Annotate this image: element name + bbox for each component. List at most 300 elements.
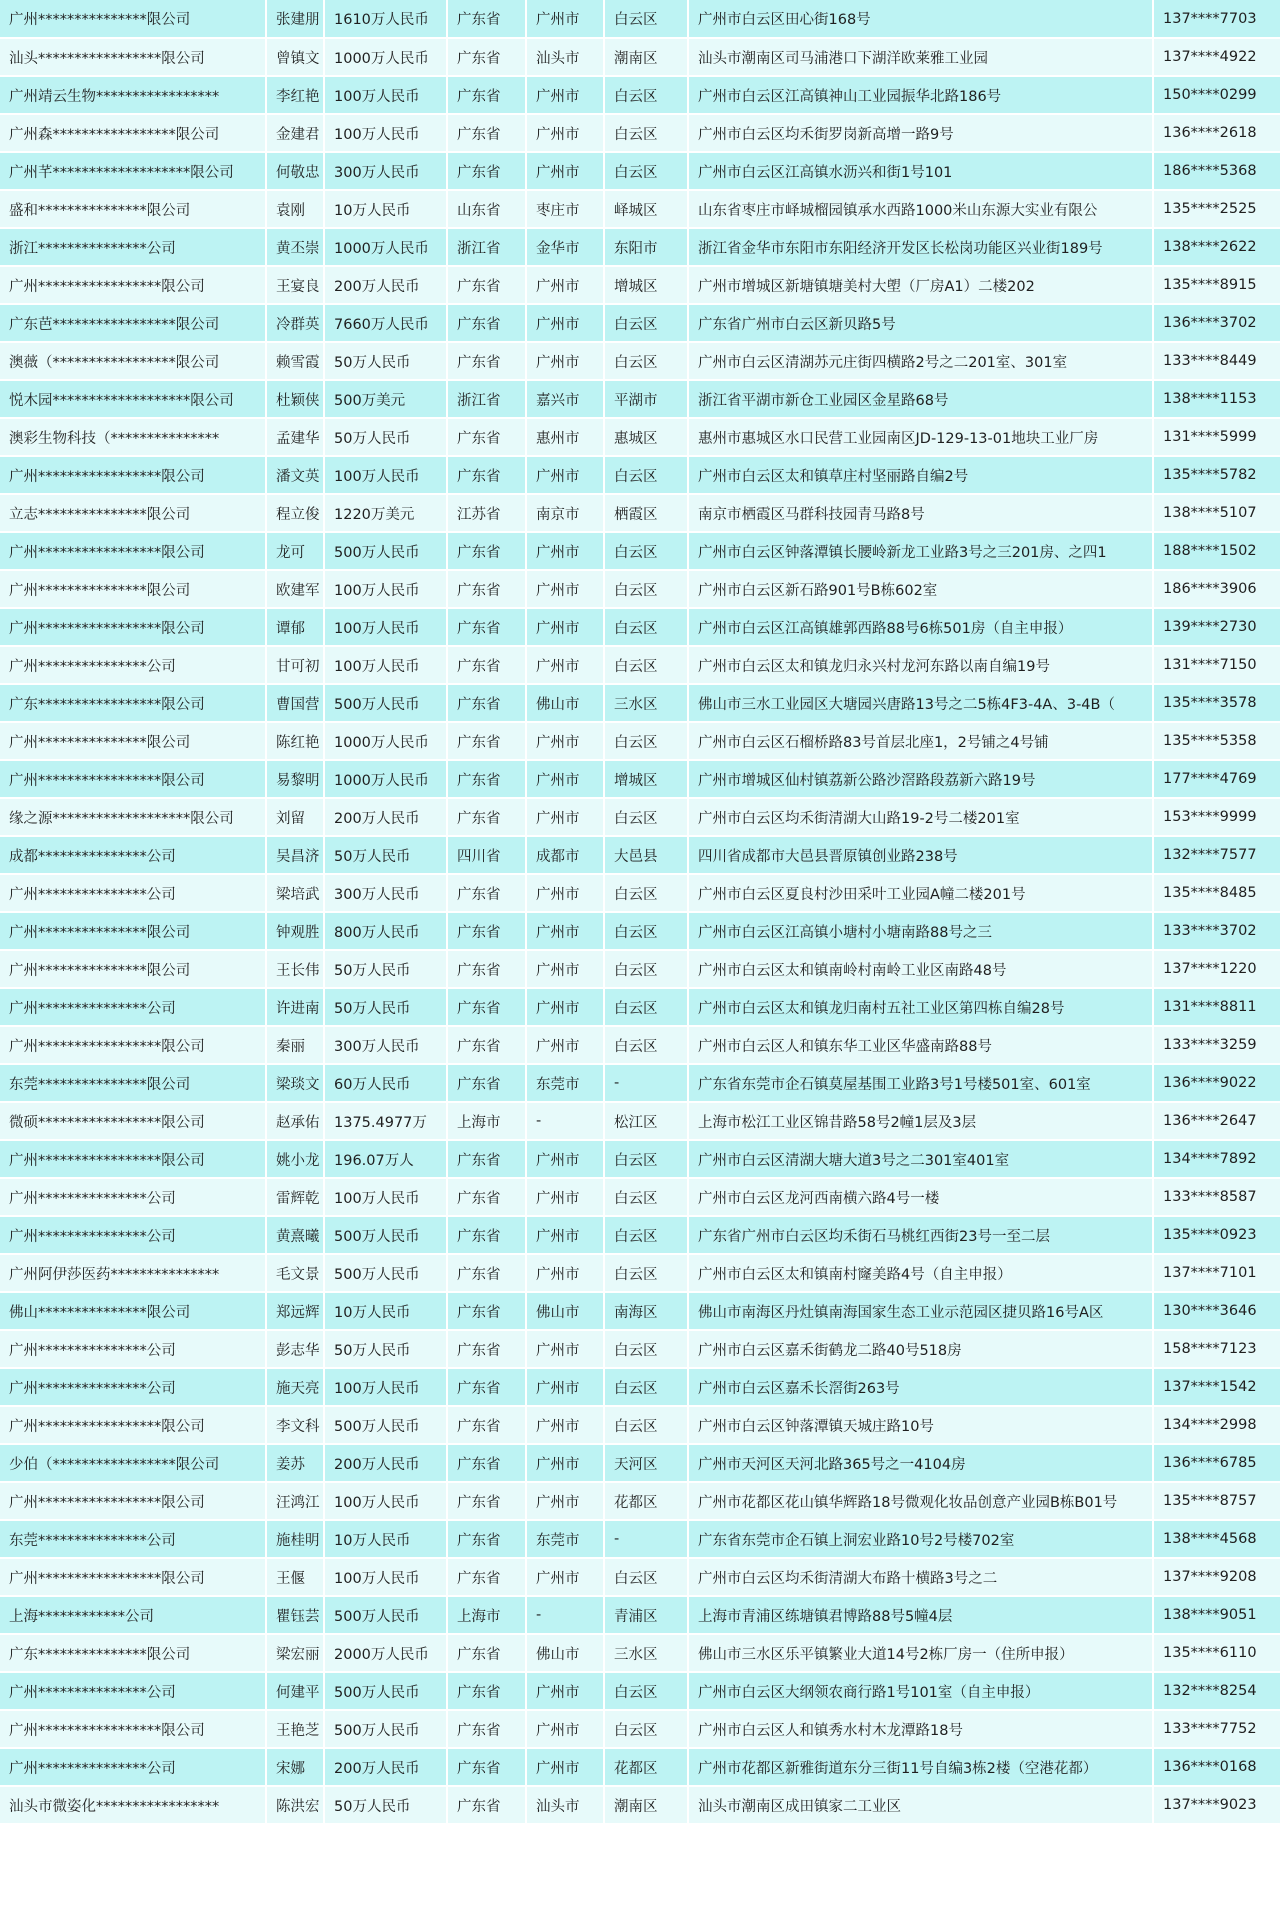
phone-cell: 135****8757	[1153, 1482, 1280, 1520]
city-cell: 广州市	[526, 1026, 604, 1064]
company-name-cell: 汕头*****************限公司	[0, 38, 266, 76]
registered-capital-cell: 500万人民币	[324, 1254, 447, 1292]
registered-capital-cell: 50万人民币	[324, 836, 447, 874]
registered-capital-cell: 10万人民币	[324, 1292, 447, 1330]
legal-rep-cell: 易黎明	[266, 760, 324, 798]
registered-capital-cell: 100万人民币	[324, 456, 447, 494]
phone-cell: 139****2730	[1153, 608, 1280, 646]
registered-capital-cell: 200万人民币	[324, 1444, 447, 1482]
city-cell: 广州市	[526, 76, 604, 114]
company-name-cell: 广州***************公司	[0, 1330, 266, 1368]
table-row	[0, 494, 1280, 532]
company-name-cell: 缘之源*******************限公司	[0, 798, 266, 836]
phone-cell: 135****2525	[1153, 190, 1280, 228]
address-cell: 广州市白云区钟落潭镇天城庄路10号	[688, 1406, 1153, 1444]
legal-rep-cell: 陈红艳	[266, 722, 324, 760]
address-cell: 广州市白云区均禾街罗岗新高增一路9号	[688, 114, 1153, 152]
registered-capital-cell: 7660万人民币	[324, 304, 447, 342]
address-cell: 汕头市潮南区司马浦港口下湖洋欧莱雅工业园	[688, 38, 1153, 76]
province-cell: 广东省	[447, 1368, 526, 1406]
district-cell: 潮南区	[604, 38, 688, 76]
city-cell: 广州市	[526, 1710, 604, 1748]
table-row	[0, 646, 1280, 684]
registered-capital-cell: 1000万人民币	[324, 38, 447, 76]
table-row	[0, 1786, 1280, 1824]
phone-cell: 136****3702	[1153, 304, 1280, 342]
company-name-cell: 广州*****************限公司	[0, 266, 266, 304]
phone-cell: 137****4922	[1153, 38, 1280, 76]
company-name-cell: 盛和***************限公司	[0, 190, 266, 228]
province-cell: 山东省	[447, 190, 526, 228]
company-name-cell: 广州***************公司	[0, 1672, 266, 1710]
registered-capital-cell: 1000万人民币	[324, 722, 447, 760]
registered-capital-cell: 60万人民币	[324, 1064, 447, 1102]
legal-rep-cell: 王偃	[266, 1558, 324, 1596]
legal-rep-cell: 曹国营	[266, 684, 324, 722]
table-row	[0, 912, 1280, 950]
legal-rep-cell: 欧建军	[266, 570, 324, 608]
city-cell: 广州市	[526, 912, 604, 950]
legal-rep-cell: 金建君	[266, 114, 324, 152]
city-cell: 佛山市	[526, 1634, 604, 1672]
province-cell: 广东省	[447, 38, 526, 76]
legal-rep-cell: 梁琰文	[266, 1064, 324, 1102]
company-name-cell: 广州*****************限公司	[0, 1710, 266, 1748]
legal-rep-cell: 孟建华	[266, 418, 324, 456]
table-row	[0, 1216, 1280, 1254]
table-row	[0, 418, 1280, 456]
phone-cell: 186****3906	[1153, 570, 1280, 608]
address-cell: 惠州市惠城区水口民营工业园南区JD-129-13-01地块工业厂房	[688, 418, 1153, 456]
province-cell: 广东省	[447, 1558, 526, 1596]
city-cell: 广州市	[526, 874, 604, 912]
phone-cell: 137****1542	[1153, 1368, 1280, 1406]
table-row	[0, 76, 1280, 114]
province-cell: 广东省	[447, 988, 526, 1026]
registered-capital-cell: 50万人民币	[324, 1330, 447, 1368]
legal-rep-cell: 杜颖侠	[266, 380, 324, 418]
address-cell: 浙江省平湖市新仓工业园区金星路68号	[688, 380, 1153, 418]
address-cell: 佛山市三水区乐平镇繁业大道14号2栋厂房一（住所申报）	[688, 1634, 1153, 1672]
address-cell: 广州市白云区夏良村沙田采叶工业园A幢二楼201号	[688, 874, 1153, 912]
phone-cell: 138****2622	[1153, 228, 1280, 266]
district-cell: 白云区	[604, 1178, 688, 1216]
phone-cell: 177****4769	[1153, 760, 1280, 798]
table-row	[0, 380, 1280, 418]
district-cell: 青浦区	[604, 1596, 688, 1634]
province-cell: 广东省	[447, 76, 526, 114]
province-cell: 广东省	[447, 798, 526, 836]
table-row	[0, 722, 1280, 760]
table-row	[0, 1520, 1280, 1558]
district-cell: 松江区	[604, 1102, 688, 1140]
legal-rep-cell: 宋娜	[266, 1748, 324, 1786]
district-cell: 白云区	[604, 988, 688, 1026]
company-name-cell: 广州***************公司	[0, 1216, 266, 1254]
province-cell: 广东省	[447, 1634, 526, 1672]
registered-capital-cell: 500万人民币	[324, 1596, 447, 1634]
district-cell: 白云区	[604, 304, 688, 342]
city-cell: 广州市	[526, 114, 604, 152]
province-cell: 广东省	[447, 1216, 526, 1254]
company-name-cell: 广州靖云生物*****************	[0, 76, 266, 114]
company-name-cell: 广州***************公司	[0, 1178, 266, 1216]
legal-rep-cell: 曾镇文	[266, 38, 324, 76]
company-name-cell: 广州阿伊莎医药***************	[0, 1254, 266, 1292]
city-cell: 广州市	[526, 1368, 604, 1406]
company-name-cell: 广州*****************限公司	[0, 1026, 266, 1064]
district-cell: 白云区	[604, 1672, 688, 1710]
phone-cell: 138****5107	[1153, 494, 1280, 532]
registered-capital-cell: 1375.4977万	[324, 1102, 447, 1140]
district-cell: 三水区	[604, 684, 688, 722]
table-row	[0, 1330, 1280, 1368]
company-name-cell: 汕头市微姿化*****************	[0, 1786, 266, 1824]
district-cell: 南海区	[604, 1292, 688, 1330]
table-row	[0, 228, 1280, 266]
address-cell: 广东省东莞市企石镇莫屋基围工业路3号1号楼501室、601室	[688, 1064, 1153, 1102]
company-name-cell: 广州***************公司	[0, 1368, 266, 1406]
legal-rep-cell: 赖雪霞	[266, 342, 324, 380]
province-cell: 广东省	[447, 1178, 526, 1216]
address-cell: 广州市白云区江高镇水沥兴和街1号101	[688, 152, 1153, 190]
province-cell: 广东省	[447, 1444, 526, 1482]
address-cell: 广州市白云区太和镇草庄村坚丽路自编2号	[688, 456, 1153, 494]
registered-capital-cell: 50万人民币	[324, 342, 447, 380]
registered-capital-cell: 100万人民币	[324, 646, 447, 684]
address-cell: 广州市白云区江高镇神山工业园振华北路186号	[688, 76, 1153, 114]
district-cell: 白云区	[604, 1216, 688, 1254]
province-cell: 广东省	[447, 1064, 526, 1102]
city-cell: 汕头市	[526, 38, 604, 76]
legal-rep-cell: 何敬忠	[266, 152, 324, 190]
address-cell: 广东省广州市白云区新贝路5号	[688, 304, 1153, 342]
address-cell: 广州市白云区石榴桥路83号首层北座1，2号铺之4号铺	[688, 722, 1153, 760]
address-cell: 佛山市三水工业园区大塘园兴唐路13号之二5栋4F3-4A、3-4B（	[688, 684, 1153, 722]
phone-cell: 137****9023	[1153, 1786, 1280, 1824]
phone-cell: 138****9051	[1153, 1596, 1280, 1634]
table-row	[0, 1026, 1280, 1064]
registered-capital-cell: 800万人民币	[324, 912, 447, 950]
company-name-cell: 广州*****************限公司	[0, 532, 266, 570]
company-name-cell: 广州***************限公司	[0, 0, 266, 38]
district-cell: 白云区	[604, 1140, 688, 1178]
registered-capital-cell: 300万人民币	[324, 874, 447, 912]
company-name-cell: 广州***************限公司	[0, 950, 266, 988]
table-row	[0, 1140, 1280, 1178]
address-cell: 上海市松江工业区锦昔路58号2幢1层及3层	[688, 1102, 1153, 1140]
phone-cell: 136****2647	[1153, 1102, 1280, 1140]
city-cell: 广州市	[526, 1406, 604, 1444]
phone-cell: 135****6110	[1153, 1634, 1280, 1672]
city-cell: 广州市	[526, 1330, 604, 1368]
province-cell: 广东省	[447, 684, 526, 722]
phone-cell: 136****0168	[1153, 1748, 1280, 1786]
company-name-cell: 上海************公司	[0, 1596, 266, 1634]
address-cell: 广州市增城区新塘镇塘美村大塱（厂房A1）二楼202	[688, 266, 1153, 304]
city-cell: 成都市	[526, 836, 604, 874]
legal-rep-cell: 何建平	[266, 1672, 324, 1710]
legal-rep-cell: 施桂明	[266, 1520, 324, 1558]
company-name-cell: 广州*****************限公司	[0, 1558, 266, 1596]
registered-capital-cell: 196.07万人	[324, 1140, 447, 1178]
table-row	[0, 1482, 1280, 1520]
company-name-cell: 东莞***************公司	[0, 1520, 266, 1558]
registered-capital-cell: 500万人民币	[324, 1672, 447, 1710]
district-cell: -	[604, 1064, 688, 1102]
registered-capital-cell: 2000万人民币	[324, 1634, 447, 1672]
registered-capital-cell: 10万人民币	[324, 190, 447, 228]
district-cell: 增城区	[604, 266, 688, 304]
district-cell: 白云区	[604, 114, 688, 152]
table-row	[0, 532, 1280, 570]
city-cell: 广州市	[526, 950, 604, 988]
legal-rep-cell: 甘可初	[266, 646, 324, 684]
province-cell: 广东省	[447, 1786, 526, 1824]
province-cell: 广东省	[447, 266, 526, 304]
company-name-cell: 广州***************限公司	[0, 570, 266, 608]
company-name-cell: 广州*****************限公司	[0, 456, 266, 494]
phone-cell: 131****5999	[1153, 418, 1280, 456]
phone-cell: 130****3646	[1153, 1292, 1280, 1330]
province-cell: 广东省	[447, 722, 526, 760]
address-cell: 浙江省金华市东阳市东阳经济开发区长松岗功能区兴业街189号	[688, 228, 1153, 266]
district-cell: 白云区	[604, 152, 688, 190]
table-row	[0, 304, 1280, 342]
company-name-cell: 浙江***************公司	[0, 228, 266, 266]
legal-rep-cell: 梁培武	[266, 874, 324, 912]
province-cell: 广东省	[447, 1026, 526, 1064]
address-cell: 南京市栖霞区马群科技园青马路8号	[688, 494, 1153, 532]
district-cell: 白云区	[604, 0, 688, 38]
city-cell: 汕头市	[526, 1786, 604, 1824]
address-cell: 广州市白云区人和镇东华工业区华盛南路88号	[688, 1026, 1153, 1064]
province-cell: 广东省	[447, 950, 526, 988]
address-cell: 广东省广州市白云区均禾街石马桃红西街23号一至二层	[688, 1216, 1153, 1254]
address-cell: 广州市白云区太和镇龙归永兴村龙河东路以南自编19号	[688, 646, 1153, 684]
district-cell: 平湖市	[604, 380, 688, 418]
address-cell: 广州市白云区太和镇南村窿美路4号（自主申报）	[688, 1254, 1153, 1292]
phone-cell: 133****8587	[1153, 1178, 1280, 1216]
city-cell: 广州市	[526, 722, 604, 760]
table-row	[0, 570, 1280, 608]
district-cell: 峄城区	[604, 190, 688, 228]
table-row	[0, 760, 1280, 798]
table-row	[0, 1558, 1280, 1596]
registered-capital-cell: 300万人民币	[324, 152, 447, 190]
registered-capital-cell: 50万人民币	[324, 1786, 447, 1824]
phone-cell: 137****9208	[1153, 1558, 1280, 1596]
address-cell: 广州市白云区太和镇龙归南村五社工业区第四栋自编28号	[688, 988, 1153, 1026]
district-cell: 花都区	[604, 1748, 688, 1786]
city-cell: 广州市	[526, 152, 604, 190]
province-cell: 广东省	[447, 1330, 526, 1368]
table-row	[0, 38, 1280, 76]
registered-capital-cell: 100万人民币	[324, 570, 447, 608]
city-cell: 枣庄市	[526, 190, 604, 228]
registered-capital-cell: 100万人民币	[324, 76, 447, 114]
district-cell: 白云区	[604, 912, 688, 950]
phone-cell: 188****1502	[1153, 532, 1280, 570]
district-cell: 白云区	[604, 1710, 688, 1748]
city-cell: 广州市	[526, 532, 604, 570]
phone-cell: 135****0923	[1153, 1216, 1280, 1254]
registered-capital-cell: 200万人民币	[324, 266, 447, 304]
legal-rep-cell: 瞿钰芸	[266, 1596, 324, 1634]
table-row	[0, 114, 1280, 152]
company-name-cell: 东莞***************限公司	[0, 1064, 266, 1102]
phone-cell: 132****8254	[1153, 1672, 1280, 1710]
legal-rep-cell: 毛文景	[266, 1254, 324, 1292]
legal-rep-cell: 李文科	[266, 1406, 324, 1444]
phone-cell: 133****8449	[1153, 342, 1280, 380]
city-cell: 广州市	[526, 570, 604, 608]
legal-rep-cell: 梁宏丽	[266, 1634, 324, 1672]
phone-cell: 158****7123	[1153, 1330, 1280, 1368]
city-cell: 广州市	[526, 1444, 604, 1482]
city-cell: 广州市	[526, 304, 604, 342]
phone-cell: 137****1220	[1153, 950, 1280, 988]
registered-capital-cell: 500万人民币	[324, 1216, 447, 1254]
phone-cell: 137****7703	[1153, 0, 1280, 38]
district-cell: 潮南区	[604, 1786, 688, 1824]
legal-rep-cell: 秦丽	[266, 1026, 324, 1064]
district-cell: 惠城区	[604, 418, 688, 456]
company-name-cell: 广东*****************限公司	[0, 684, 266, 722]
legal-rep-cell: 赵承佑	[266, 1102, 324, 1140]
company-name-cell: 广州***************限公司	[0, 722, 266, 760]
city-cell: 广州市	[526, 456, 604, 494]
company-name-cell: 广州*****************限公司	[0, 1140, 266, 1178]
company-name-cell: 佛山***************限公司	[0, 1292, 266, 1330]
province-cell: 广东省	[447, 532, 526, 570]
legal-rep-cell: 黄丕崇	[266, 228, 324, 266]
district-cell: 白云区	[604, 1406, 688, 1444]
registered-capital-cell: 500万美元	[324, 380, 447, 418]
city-cell: 广州市	[526, 1748, 604, 1786]
phone-cell: 134****2998	[1153, 1406, 1280, 1444]
province-cell: 上海市	[447, 1102, 526, 1140]
table-row	[0, 684, 1280, 722]
address-cell: 广州市白云区均禾街清湖大山路19-2号二楼201室	[688, 798, 1153, 836]
district-cell: 白云区	[604, 570, 688, 608]
district-cell: 白云区	[604, 342, 688, 380]
phone-cell: 133****3259	[1153, 1026, 1280, 1064]
legal-rep-cell: 张建朋	[266, 0, 324, 38]
table-row	[0, 1178, 1280, 1216]
legal-rep-cell: 许进南	[266, 988, 324, 1026]
province-cell: 上海市	[447, 1596, 526, 1634]
table-row	[0, 190, 1280, 228]
table-row	[0, 1102, 1280, 1140]
city-cell: 广州市	[526, 266, 604, 304]
address-cell: 上海市青浦区练塘镇君博路88号5幢4层	[688, 1596, 1153, 1634]
registered-capital-cell: 100万人民币	[324, 1178, 447, 1216]
province-cell: 广东省	[447, 760, 526, 798]
legal-rep-cell: 龙可	[266, 532, 324, 570]
province-cell: 浙江省	[447, 228, 526, 266]
registered-capital-cell: 500万人民币	[324, 532, 447, 570]
address-cell: 广州市白云区均禾街清湖大布路十横路3号之二	[688, 1558, 1153, 1596]
province-cell: 广东省	[447, 874, 526, 912]
city-cell: 广州市	[526, 1254, 604, 1292]
city-cell: 金华市	[526, 228, 604, 266]
address-cell: 广州市白云区人和镇秀水村木龙潭路18号	[688, 1710, 1153, 1748]
province-cell: 广东省	[447, 342, 526, 380]
province-cell: 广东省	[447, 418, 526, 456]
table-row	[0, 1254, 1280, 1292]
phone-cell: 136****6785	[1153, 1444, 1280, 1482]
legal-rep-cell: 施天亮	[266, 1368, 324, 1406]
phone-cell: 131****7150	[1153, 646, 1280, 684]
address-cell: 广州市白云区江高镇小塘村小塘南路88号之三	[688, 912, 1153, 950]
phone-cell: 153****9999	[1153, 798, 1280, 836]
district-cell: 白云区	[604, 1254, 688, 1292]
district-cell: 增城区	[604, 760, 688, 798]
table-row	[0, 798, 1280, 836]
company-name-cell: 广州***************公司	[0, 874, 266, 912]
address-cell: 广州市白云区清湖苏元庄街四横路2号之二201室、301室	[688, 342, 1153, 380]
company-name-cell: 少伯（*****************限公司	[0, 1444, 266, 1482]
company-name-cell: 广州*****************限公司	[0, 760, 266, 798]
table-row	[0, 1406, 1280, 1444]
phone-cell: 131****8811	[1153, 988, 1280, 1026]
province-cell: 广东省	[447, 0, 526, 38]
legal-rep-cell: 李红艳	[266, 76, 324, 114]
address-cell: 广州市增城区仙村镇荔新公路沙滘路段荔新六路19号	[688, 760, 1153, 798]
registered-capital-cell: 1220万美元	[324, 494, 447, 532]
city-cell: 广州市	[526, 0, 604, 38]
city-cell: 广州市	[526, 1216, 604, 1254]
company-name-cell: 广州***************限公司	[0, 912, 266, 950]
address-cell: 广州市白云区新石路901号B栋602室	[688, 570, 1153, 608]
city-cell: 佛山市	[526, 684, 604, 722]
address-cell: 广州市白云区清湖大塘大道3号之二301室401室	[688, 1140, 1153, 1178]
district-cell: 白云区	[604, 798, 688, 836]
phone-cell: 132****7577	[1153, 836, 1280, 874]
city-cell: 广州市	[526, 988, 604, 1026]
table-row	[0, 1672, 1280, 1710]
address-cell: 广州市白云区钟落潭镇长腰岭新龙工业路3号之三201房、之四1	[688, 532, 1153, 570]
address-cell: 广州市天河区天河北路365号之一4104房	[688, 1444, 1153, 1482]
company-name-cell: 广东芭*****************限公司	[0, 304, 266, 342]
city-cell: 广州市	[526, 1178, 604, 1216]
legal-rep-cell: 彭志华	[266, 1330, 324, 1368]
registered-capital-cell: 100万人民币	[324, 114, 447, 152]
district-cell: 东阳市	[604, 228, 688, 266]
district-cell: 三水区	[604, 1634, 688, 1672]
table-row	[0, 456, 1280, 494]
registered-capital-cell: 1000万人民币	[324, 228, 447, 266]
address-cell: 广州市花都区花山镇华辉路18号微观化妆品创意产业园B栋B01号	[688, 1482, 1153, 1520]
province-cell: 广东省	[447, 1520, 526, 1558]
phone-cell: 136****9022	[1153, 1064, 1280, 1102]
registered-capital-cell: 50万人民币	[324, 988, 447, 1026]
phone-cell: 134****7892	[1153, 1140, 1280, 1178]
legal-rep-cell: 汪鸿江	[266, 1482, 324, 1520]
province-cell: 广东省	[447, 646, 526, 684]
address-cell: 山东省枣庄市峄城榴园镇承水西路1000米山东源大实业有限公	[688, 190, 1153, 228]
registered-capital-cell: 500万人民币	[324, 684, 447, 722]
phone-cell: 135****8915	[1153, 266, 1280, 304]
table-row	[0, 836, 1280, 874]
legal-rep-cell: 刘留	[266, 798, 324, 836]
legal-rep-cell: 王宴良	[266, 266, 324, 304]
table-row	[0, 0, 1280, 38]
legal-rep-cell: 钟观胜	[266, 912, 324, 950]
legal-rep-cell: 姚小龙	[266, 1140, 324, 1178]
district-cell: 白云区	[604, 1026, 688, 1064]
